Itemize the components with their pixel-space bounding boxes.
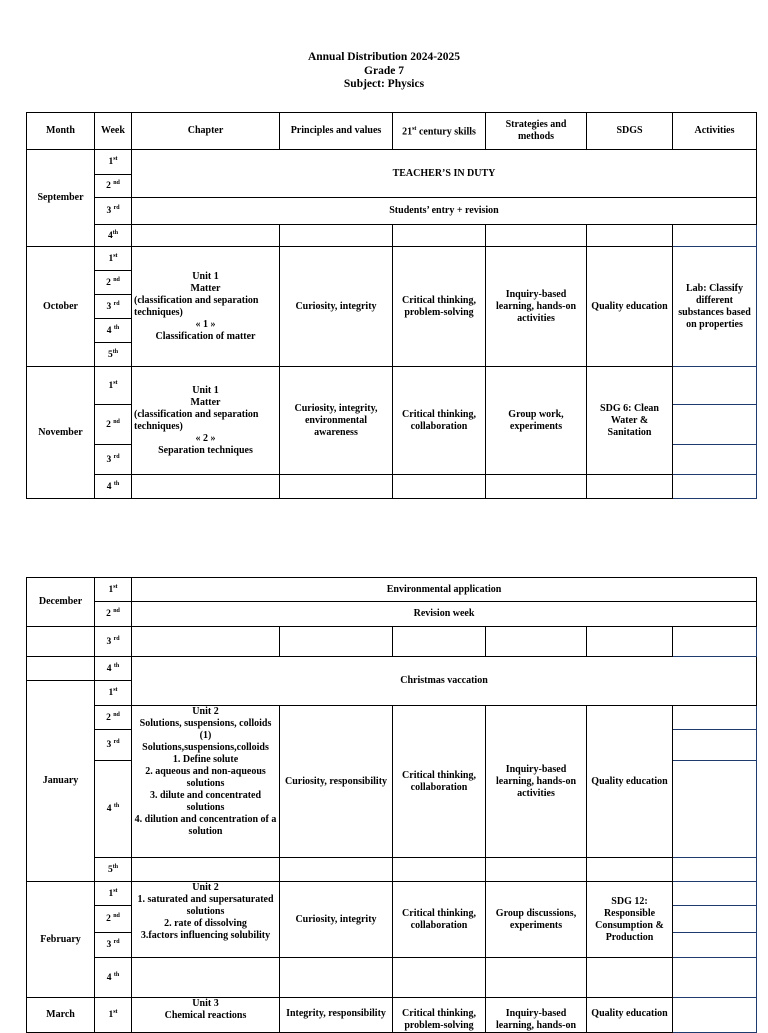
col-header-week: Week	[95, 113, 132, 150]
week-cell	[95, 198, 132, 225]
christmas-vacation-cell: Christmas vaccation	[132, 657, 757, 706]
week-cell	[95, 858, 132, 882]
week-number: 5	[107, 864, 113, 875]
empty-cell	[280, 475, 393, 499]
table-row	[27, 150, 757, 175]
empty-cell	[132, 858, 280, 882]
table-header-row	[27, 113, 757, 150]
empty-cell	[673, 445, 757, 475]
week-cell	[95, 343, 132, 367]
empty-cell	[673, 706, 757, 730]
chapter-line: (classification and separation techniques)	[134, 408, 259, 432]
teachers-in-duty-cell: TEACHER’S IN DUTY	[132, 150, 757, 198]
week-number: 4	[106, 325, 112, 336]
col-header-activities: Activities	[673, 113, 757, 150]
table-row	[27, 657, 757, 681]
chapter-line: Unit 1	[192, 384, 219, 396]
table-row	[27, 998, 757, 1033]
chapter-cell-october	[132, 247, 280, 367]
activities-cell-october: Lab: Classify different substances based on properties	[673, 247, 757, 367]
month-cell-october: October	[27, 247, 95, 367]
chapter-line: Separation techniques	[158, 444, 253, 456]
week-number: 4	[106, 481, 112, 492]
document-header	[0, 51, 768, 92]
distribution-table-2	[26, 577, 757, 1033]
table-row	[27, 882, 757, 906]
strategies-cell-october: Inquiry-based learning, hands-on activities	[486, 247, 587, 367]
principles-cell-october: Curiosity, integrity	[280, 247, 393, 367]
week-ordinal-suffix: th	[113, 480, 120, 487]
week-ordinal-suffix: nd	[113, 418, 120, 425]
week-ordinal-suffix: th	[113, 662, 120, 669]
chapter-cell-november	[132, 367, 280, 475]
table-row	[27, 225, 757, 247]
month-cell-february: February	[27, 882, 95, 998]
chapter-line: 3. dilute and concentrated solutions	[149, 790, 262, 813]
chapter-line: (classification and separation techniques)	[134, 294, 259, 318]
subject-label: Subject: Physics	[343, 78, 425, 90]
empty-cell	[587, 225, 673, 247]
week-ordinal-suffix: th	[113, 324, 120, 331]
empty-cell	[587, 627, 673, 657]
week-cell	[95, 247, 132, 271]
chapter-line: « 2 »	[195, 432, 216, 444]
week-ordinal-suffix: rd	[113, 300, 120, 307]
month-cell-march: March	[27, 998, 95, 1033]
empty-cell	[673, 405, 757, 445]
empty-cell	[393, 225, 486, 247]
chapter-line: Matter	[190, 282, 221, 294]
empty-cell	[280, 627, 393, 657]
col-header-sdgs: SDGS	[587, 113, 673, 150]
week-number: 1	[108, 253, 114, 264]
table-row	[27, 475, 757, 499]
week-cell	[95, 475, 132, 499]
week-ordinal-suffix: nd	[113, 607, 120, 614]
principles-cell-march: Integrity, responsibility	[280, 998, 393, 1033]
week-cell	[95, 958, 132, 998]
table-row	[27, 198, 757, 225]
empty-cell	[673, 958, 757, 998]
empty-cell	[132, 958, 280, 998]
week-cell	[95, 578, 132, 602]
week-cell	[95, 150, 132, 175]
week-ordinal-suffix: st	[113, 1008, 118, 1015]
week-cell	[95, 906, 132, 933]
week-ordinal-suffix: rd	[113, 635, 120, 642]
skills-cell-february: Critical thinking, collaboration	[393, 882, 486, 958]
chapter-line: 3.factors influencing solubility	[140, 930, 271, 941]
strategies-cell-january: Inquiry-based learning, hands-on activities	[486, 706, 587, 858]
week-number: 2	[106, 181, 111, 191]
chapter-line: Chemical reactions	[164, 1010, 247, 1021]
week-number: 3	[106, 636, 112, 647]
week-cell	[95, 706, 132, 730]
empty-cell	[673, 730, 757, 761]
empty-cell	[673, 225, 757, 247]
sdgs-cell-november: SDG 6: Clean Water & Sanitation	[587, 367, 673, 475]
skills-cell-november: Critical thinking, collaboration	[393, 367, 486, 475]
skills-cell-january: Critical thinking, collaboration	[393, 706, 486, 858]
sdgs-cell-january: Quality education	[587, 706, 673, 858]
chapter-line: Unit 1	[192, 270, 219, 282]
students-entry-cell: Students’ entry + revision	[132, 198, 757, 225]
empty-cell	[486, 225, 587, 247]
week-ordinal-suffix: nd	[113, 179, 120, 186]
week-cell	[95, 225, 132, 247]
empty-cell	[393, 958, 486, 998]
week-number: 3	[106, 206, 112, 216]
week-ordinal-suffix: st	[113, 379, 118, 386]
empty-cell	[27, 627, 95, 657]
chapter-line: Matter	[190, 396, 221, 408]
empty-cell	[673, 475, 757, 499]
week-ordinal-suffix: th	[112, 348, 119, 355]
week-ordinal-suffix: rd	[113, 453, 120, 460]
chapter-line: 2. aqueous and non-aqueous solutions	[145, 766, 266, 789]
week-ordinal-suffix: th	[113, 971, 120, 978]
chapter-line: Unit 2	[192, 706, 219, 717]
week-cell	[95, 882, 132, 906]
empty-cell	[673, 367, 757, 405]
distribution-table-1	[26, 112, 757, 499]
empty-cell	[587, 858, 673, 882]
week-number: 2	[106, 277, 111, 288]
month-cell-september: September	[27, 150, 95, 247]
week-number: 2	[106, 609, 111, 619]
skills-cell-october: Critical thinking, problem-solving	[393, 247, 486, 367]
week-number: 1	[108, 584, 114, 595]
chapter-line: Solutions,suspensions,colloids	[142, 742, 269, 753]
table-row	[27, 627, 757, 657]
document-title: Annual Distribution 2024-2025	[307, 51, 461, 63]
principles-cell-february: Curiosity, integrity	[280, 882, 393, 958]
month-cell-january: January	[27, 681, 95, 882]
strategies-cell-february: Group discussions, experiments	[486, 882, 587, 958]
week-ordinal-suffix: st	[113, 583, 118, 590]
week-ordinal-suffix: st	[113, 887, 118, 894]
week-cell	[95, 175, 132, 198]
week-cell	[95, 445, 132, 475]
empty-cell	[393, 627, 486, 657]
strategies-cell-march: Inquiry-based learning, hands-on	[486, 998, 587, 1033]
empty-cell	[132, 475, 280, 499]
week-number: 4	[106, 663, 112, 674]
empty-cell	[587, 958, 673, 998]
week-number: 4	[107, 230, 113, 241]
week-cell	[95, 998, 132, 1033]
table-row	[27, 367, 757, 405]
week-ordinal-suffix: nd	[113, 276, 120, 283]
table-row	[27, 578, 757, 602]
week-ordinal-suffix: th	[112, 229, 119, 236]
chapter-line: Unit 2	[192, 882, 219, 893]
empty-cell	[673, 906, 757, 933]
empty-cell	[280, 225, 393, 247]
week-ordinal-suffix: th	[113, 802, 120, 809]
col-header-strategies: Strategies and methods	[486, 113, 587, 150]
week-ordinal-suffix: st	[113, 686, 118, 693]
week-cell	[95, 295, 132, 319]
week-ordinal-suffix: nd	[113, 711, 120, 718]
week-cell	[95, 761, 132, 858]
week-number: 5	[107, 349, 113, 360]
week-number: 2	[106, 914, 111, 924]
empty-cell	[673, 627, 757, 657]
week-number: 1	[108, 157, 114, 167]
chapter-line: Classification of matter	[155, 330, 256, 342]
chapter-line: « 1 »	[195, 318, 216, 330]
empty-cell	[393, 858, 486, 882]
week-cell	[95, 730, 132, 761]
empty-cell	[27, 657, 95, 681]
week-cell	[95, 627, 132, 657]
empty-cell	[673, 761, 757, 858]
grade-label: Grade 7	[364, 64, 404, 77]
week-cell	[95, 367, 132, 405]
week-number: 3	[106, 301, 112, 312]
environmental-application-cell: Environmental application	[132, 578, 757, 602]
empty-cell	[280, 958, 393, 998]
week-number: 1	[108, 688, 114, 698]
sdgs-cell-october: Quality education	[587, 247, 673, 367]
month-cell-november: November	[27, 367, 95, 499]
table-row	[27, 247, 757, 271]
col-header-month: Month	[27, 113, 95, 150]
col-header-chapter: Chapter	[132, 113, 280, 150]
chapter-cell-march	[132, 998, 280, 1033]
week-number: 1	[108, 1010, 114, 1020]
week-number: 1	[108, 888, 114, 899]
week-ordinal-suffix: nd	[113, 912, 120, 919]
week-number: 2	[106, 712, 111, 723]
empty-cell	[587, 475, 673, 499]
empty-cell	[132, 627, 280, 657]
table-row	[27, 602, 757, 627]
empty-cell	[673, 998, 757, 1033]
week-cell	[95, 681, 132, 706]
chapter-line: 1. Define solute	[172, 754, 239, 765]
sdgs-cell-february: SDG 12: Responsible Consumption & Production	[587, 882, 673, 958]
principles-cell-november: Curiosity, integrity, environmental awareness	[280, 367, 393, 475]
sdgs-cell-march: Quality education	[587, 998, 673, 1033]
week-cell	[95, 271, 132, 295]
week-cell	[95, 657, 132, 681]
week-cell	[95, 933, 132, 958]
week-ordinal-suffix: st	[113, 155, 118, 162]
chapter-line: Solutions, suspensions, colloids (1)	[139, 718, 272, 741]
week-number: 3	[106, 454, 112, 465]
col-header-principles: Principles and values	[280, 113, 393, 150]
empty-cell	[486, 627, 587, 657]
week-number: 1	[108, 380, 114, 391]
week-ordinal-suffix: rd	[113, 738, 120, 745]
revision-week-cell: Revision week	[132, 602, 757, 627]
skills-cell-march: Critical thinking, problem-solving	[393, 998, 486, 1033]
month-cell-december: December	[27, 578, 95, 627]
empty-cell	[486, 475, 587, 499]
table-row	[27, 858, 757, 882]
week-number: 4	[106, 972, 112, 983]
week-number: 3	[106, 740, 112, 750]
week-cell	[95, 405, 132, 445]
week-ordinal-suffix: st	[113, 252, 118, 259]
chapter-line: 1. saturated and supersaturated solutions	[137, 894, 274, 917]
week-cell	[95, 602, 132, 627]
chapter-line: Unit 3	[192, 998, 219, 1009]
week-ordinal-suffix: rd	[113, 204, 120, 211]
empty-cell	[673, 882, 757, 906]
empty-cell	[486, 858, 587, 882]
empty-cell	[486, 958, 587, 998]
chapter-cell-january	[132, 706, 280, 858]
empty-cell	[132, 225, 280, 247]
empty-cell	[673, 858, 757, 882]
week-number: 3	[106, 940, 112, 950]
chapter-line: 2. rate of dissolving	[164, 918, 247, 929]
week-ordinal-suffix: rd	[113, 938, 120, 945]
strategies-cell-november: Group work, experiments	[486, 367, 587, 475]
empty-cell	[673, 933, 757, 958]
week-number: 4	[106, 804, 112, 814]
week-number: 2	[106, 419, 111, 430]
chapter-line: 4. dilution and concentration of a solution	[134, 814, 277, 837]
principles-cell-january: Curiosity, responsibility	[280, 706, 393, 858]
empty-cell	[280, 858, 393, 882]
table-row	[27, 706, 757, 730]
week-cell	[95, 319, 132, 343]
week-ordinal-suffix: th	[112, 863, 119, 870]
empty-cell	[393, 475, 486, 499]
table-row	[27, 958, 757, 998]
col-header-skills: 21st century skills	[393, 113, 486, 150]
chapter-cell-february	[132, 882, 280, 958]
